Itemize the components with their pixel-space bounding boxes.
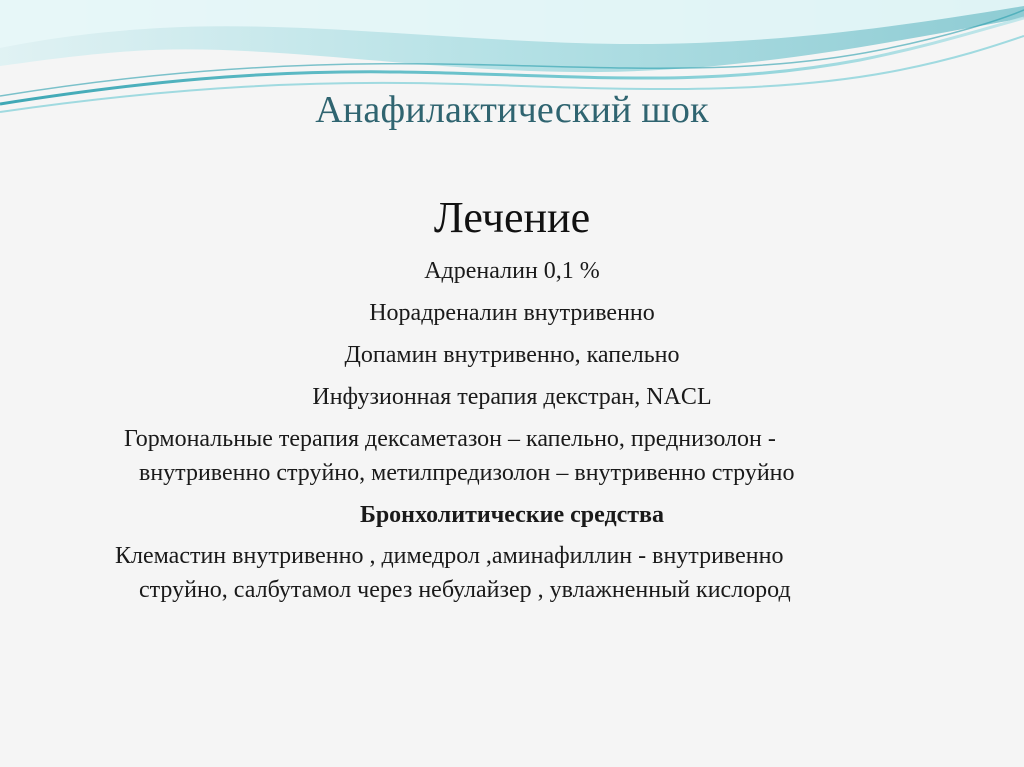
slide-title: Анафилактический шок: [315, 89, 709, 131]
slide-subtitle: Лечение: [433, 193, 591, 242]
hormonal-therapy-line-1: Гормональные терапия дексаметазон – капельно, преднизолон -: [124, 426, 776, 452]
hormonal-therapy-line-2: внутривенно струйно, метилпредизолон – внутривенно струйно: [139, 460, 795, 486]
bronchodilators-line-2: струйно, салбутамол через небулайзер , увлажненный кислород: [139, 577, 791, 603]
bronchodilators-line-1: Клемастин внутривенно , димедрол ,аминафиллин - внутривенно: [115, 543, 784, 569]
list-item: Норадреналин внутривенно: [369, 300, 655, 326]
list-item: Инфузионная терапия декстран, NACL: [312, 384, 712, 410]
list-item: Адреналин 0,1 %: [424, 258, 600, 284]
list-item: Допамин внутривенно, капельно: [344, 342, 680, 368]
bronchodilators-heading: Бронхолитические средства: [359, 502, 665, 528]
